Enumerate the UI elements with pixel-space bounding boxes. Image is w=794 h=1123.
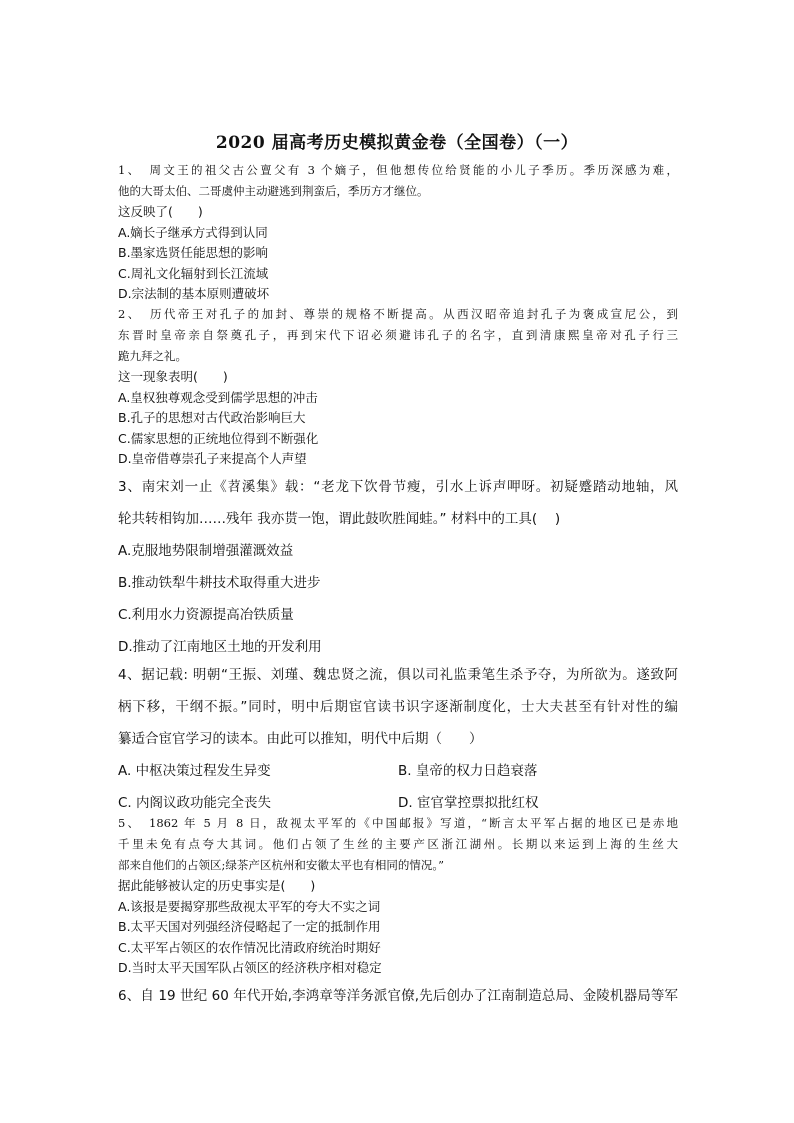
question-5-prompt: 据此能够被认定的历史事实是( ) — [118, 878, 316, 893]
question-4 — [118, 659, 678, 819]
question-3 — [118, 471, 678, 663]
question-2-option-c: C.儒家思想的正统地位得到不断强化 — [118, 430, 319, 446]
question-1-stem-line-1: 1、 周文王的祖父古公亶父有 3 个嫡子，但他想传位给贤能的小儿子季历。季历深感为难， — [118, 163, 678, 177]
question-2-option-d: D.皇帝借尊崇孔子来提高个人声望 — [118, 451, 307, 466]
question-1-option-d: D.宗法制的基本原则遭破坏 — [118, 286, 270, 301]
question-5-option-d: D.当时太平天国军队占领区的经济秩序相对稳定 — [118, 960, 382, 975]
question-2 — [118, 304, 678, 470]
question-5-option-a: A.该报是要揭穿那些敌视太平军的夸大不实之词 — [118, 898, 381, 914]
question-1-stem-line-2: 他的大哥太伯、二哥虞仲主动避逃到荆蛮后，季历方才继位。 — [118, 184, 429, 198]
question-4-stem-line-1: 4、据记载: 明朝“王振、刘瑾、魏忠贤之流，俱以司礼监秉笔生杀予夺，为所欲为。遂致阿 — [118, 667, 678, 683]
question-3-option-c: C.利用水力资源提高冶铁质量 — [118, 607, 294, 623]
question-4-option-b: B. 皇帝的权力日趋衰落 — [398, 763, 538, 779]
question-5-option-c: C.太平军占领区的农作情况比清政府统治时期好 — [118, 939, 381, 955]
question-5-stem-line-3: 部来自他们的占领区;绿茶产区杭州和安徽太平也有相同的情况。” — [118, 858, 445, 872]
question-1-prompt: 这反映了( ) — [118, 204, 203, 219]
question-2-stem-line-2: 东晋时皇帝亲自祭奠孔子，再到宋代下诏必须避讳孔子的名字，直到清康熙皇帝对孔子行三 — [118, 328, 678, 342]
question-4-options-row-1 — [118, 755, 678, 787]
question-3-option-b: B.推动铁犁牛耕技术取得重大进步 — [118, 575, 321, 591]
question-6 — [118, 980, 678, 1012]
question-4-option-c: C. 内阁议政功能完全丧失 — [118, 795, 272, 811]
question-5-stem-line-2: 千里未免有点夸大其词。他们占领了生丝的主要产区浙江湖州。长期以来运到上海的生丝大 — [118, 837, 678, 851]
question-5-option-b: B.太平天国对列强经济侵略起了一定的抵制作用 — [118, 919, 381, 934]
question-2-option-a: A.皇权独尊观念受到儒学思想的冲击 — [118, 389, 318, 405]
question-6-stem-line-1: 6、自 19 世纪 60 年代开始,李鸿章等洋务派官僚,先后创办了江南制造总局、金陵机器局等军 — [118, 988, 678, 1004]
question-4-option-a: A. 中枢决策过程发生异变 — [118, 763, 271, 779]
question-4-stem-line-2: 柄下移，干纲不振。”同时，明中后期宦官读书识字逐渐制度化，士大夫甚至有针对性的编 — [118, 699, 678, 715]
question-4-option-d: D. 宦官掌控票拟批红权 — [398, 795, 539, 811]
question-2-stem-line-1: 2、 历代帝王对孔子的加封、尊崇的规格不断提高。从西汉昭帝追封孔子为褒成宣尼公，到 — [118, 307, 678, 321]
question-3-stem-line-2: 轮共转相钩加……残年 我亦贳一饱，谓此鼓吹胜闻蛙。” 材料中的工具( ) — [118, 511, 561, 527]
question-3-option-a: A.克服地势限制增强灌溉效益 — [118, 543, 294, 559]
question-2-prompt: 这一现象表明( ) — [118, 369, 228, 384]
question-5-stem-line-1: 5、 1862 年 5 月 8 日，敌视太平军的《中国邮报》写道，“断言太平军占据的地区已是赤地 — [118, 816, 678, 830]
question-5 — [118, 813, 678, 979]
question-1-option-c: C.周礼文化辐射到长江流域 — [118, 265, 269, 281]
question-1-option-b: B.墨家选贤任能思想的影响 — [118, 245, 269, 260]
question-2-stem-line-3: 跪九拜之礼。 — [118, 349, 187, 363]
question-3-stem-line-1: 3、南宋刘一止《苕溪集》载：“老龙下饮骨节瘦，引水上诉声呷呀。初疑蹙踏动地轴，风 — [118, 479, 678, 495]
question-1-option-a: A.嫡长子继承方式得到认同 — [118, 224, 268, 240]
question-1 — [118, 160, 678, 305]
question-4-stem-line-3: 纂适合宦官学习的读本。由此可以推知，明代中后期（ ） — [118, 731, 483, 747]
page-title: 2020 届高考历史模拟黄金卷（全国卷）（一） — [215, 133, 579, 153]
question-3-option-d: D.推动了江南地区土地的开发利用 — [118, 639, 322, 655]
question-2-option-b: B.孔子的思想对古代政治影响巨大 — [118, 410, 306, 425]
